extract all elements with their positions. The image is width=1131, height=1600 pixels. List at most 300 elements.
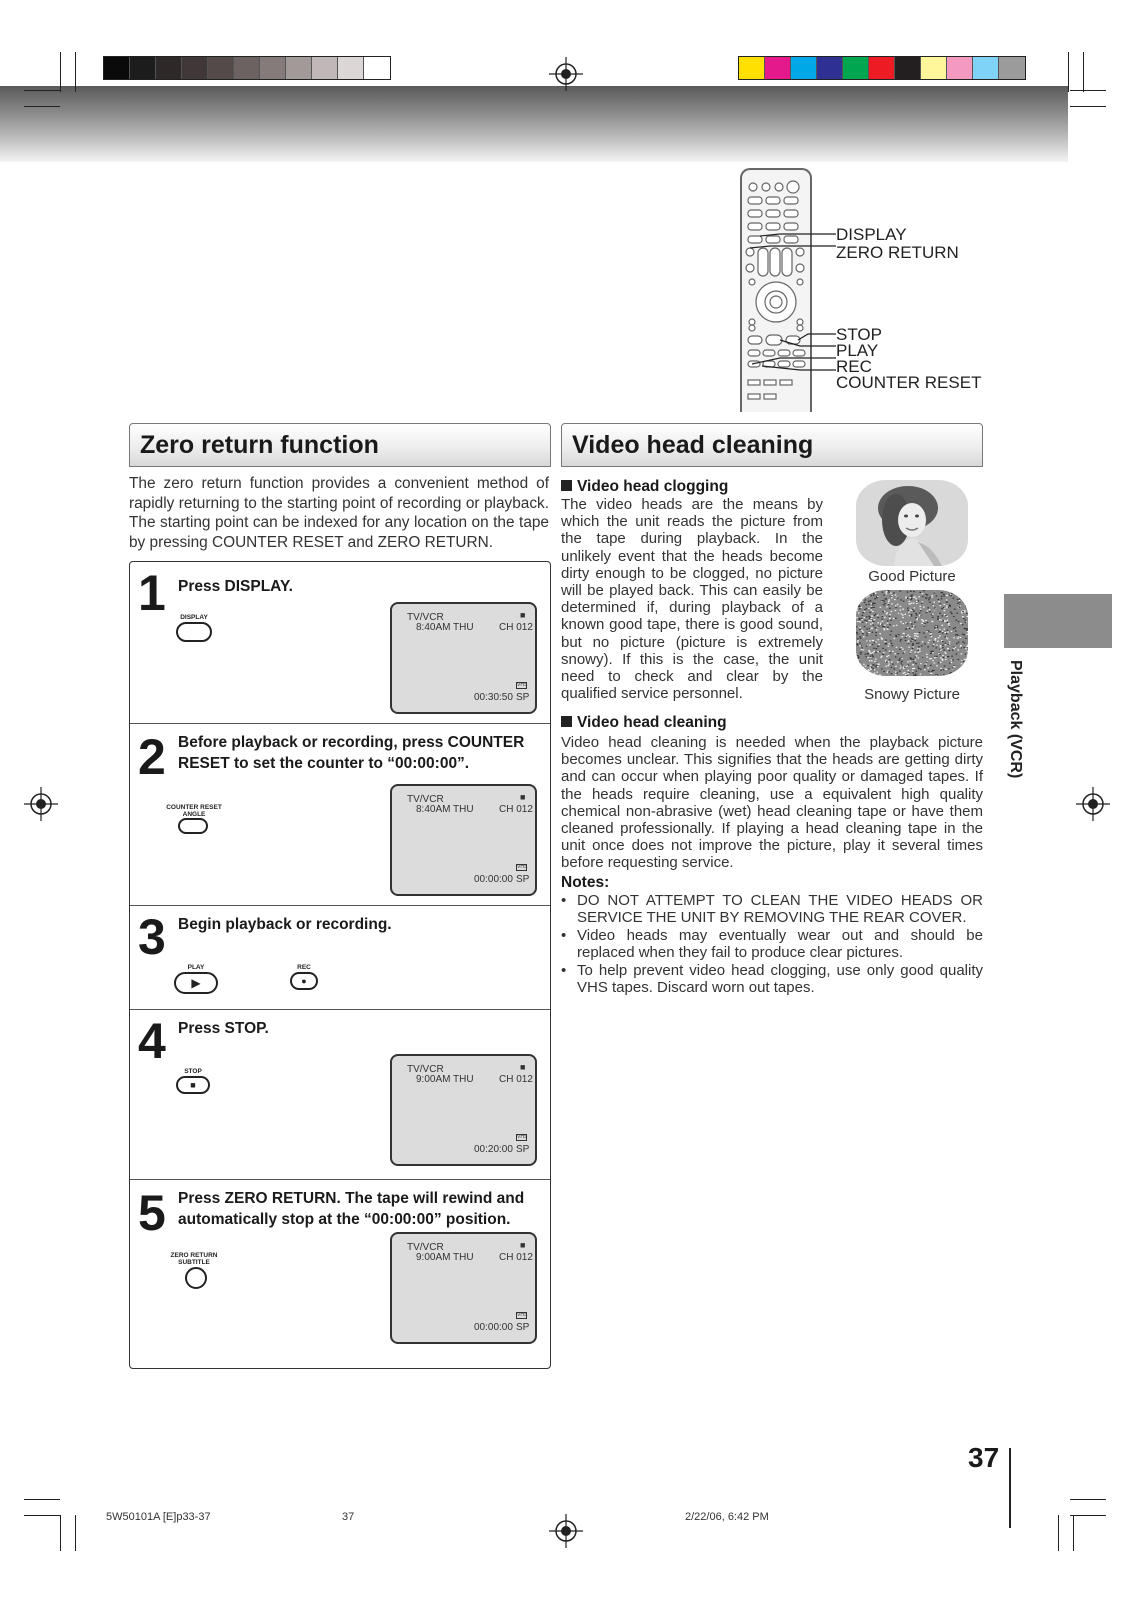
- snow-dot: [958, 669, 960, 670]
- snow-dot: [951, 631, 953, 632]
- snow-dot: [964, 610, 966, 611]
- snow-dot: [913, 659, 915, 660]
- snow-dot: [877, 617, 879, 618]
- snow-dot: [861, 618, 863, 619]
- snow-dot: [908, 647, 910, 648]
- snow-dot: [883, 671, 885, 672]
- snow-dot: [902, 649, 904, 650]
- zero-return-steps: [129, 561, 551, 1369]
- snow-dot: [891, 661, 893, 662]
- snow-dot: [950, 612, 952, 613]
- snow-dot: [895, 610, 897, 611]
- snow-dot: [873, 648, 875, 649]
- osd-stop-icon: ■: [520, 1062, 526, 1072]
- snow-dot: [965, 638, 967, 639]
- display-button[interactable]: [176, 622, 212, 642]
- snow-dot: [939, 605, 941, 606]
- snow-dot: [910, 599, 912, 600]
- snow-dot: [914, 668, 916, 669]
- snow-dot: [864, 617, 866, 618]
- snow-dot: [918, 600, 920, 601]
- snow-dot: [888, 590, 890, 591]
- snow-dot: [857, 642, 859, 643]
- snow-dot: [930, 653, 932, 654]
- snow-dot: [912, 639, 914, 640]
- snow-dot: [885, 660, 887, 661]
- snow-dot: [945, 659, 947, 660]
- snow-dot: [895, 605, 897, 606]
- snow-dot: [927, 610, 929, 611]
- snow-dot: [953, 598, 955, 599]
- snow-dot: [943, 607, 945, 608]
- snow-dot: [946, 599, 948, 600]
- snow-dot: [932, 660, 934, 661]
- snow-dot: [866, 596, 868, 597]
- snow-dot: [891, 595, 893, 596]
- step-instruction: Press DISPLAY.: [178, 578, 293, 595]
- snow-dot: [872, 623, 874, 624]
- snow-dot: [963, 618, 965, 619]
- snow-dot: [947, 648, 949, 649]
- snow-dot: [866, 608, 868, 609]
- snow-dot: [856, 671, 858, 672]
- snow-dot: [865, 599, 867, 600]
- snow-dot: [914, 596, 916, 597]
- snow-dot: [918, 668, 920, 669]
- snow-dot: [966, 634, 968, 635]
- snow-dot: [930, 597, 932, 598]
- snow-dot: [869, 628, 871, 629]
- snow-dot: [960, 637, 962, 638]
- snow-dot: [929, 611, 931, 612]
- step-2: [130, 724, 550, 906]
- snow-dot: [949, 606, 951, 607]
- snow-dot: [889, 651, 891, 652]
- snow-dot: [885, 643, 887, 644]
- snow-dot: [928, 642, 930, 643]
- snow-dot: [863, 664, 865, 665]
- snow-dot: [963, 647, 965, 648]
- snow-dot: [915, 663, 917, 664]
- snow-dot: [965, 654, 967, 655]
- snow-dot: [903, 668, 905, 669]
- cleaning-text: Video head cleaning is needed when the playback picture becomes unclear. This signifies that the heads are getting dirty and can occur when playing poor quality or damaged tapes. If the heads require cleaning, use a equivalent high quality chemical non-abrasive (wet) head cleaning tape or have them cleaned professionally. If playing a head cleaning tape in the unit once does not improve the picture, play it several times before requesting service.: [561, 734, 983, 872]
- snow-dot: [898, 634, 900, 635]
- snow-dot: [916, 671, 918, 672]
- snow-dot: [877, 663, 879, 664]
- crop-mark: [24, 106, 60, 107]
- snow-dot: [871, 603, 873, 604]
- snow-dot: [938, 653, 940, 654]
- snow-dot: [875, 632, 877, 633]
- snow-dot: [936, 595, 938, 596]
- osd-speed: SP: [516, 1322, 530, 1333]
- snow-dot: [946, 633, 948, 634]
- snow-dot: [891, 667, 893, 668]
- snow-dot: [919, 648, 921, 649]
- snow-dot: [856, 626, 858, 627]
- snow-dot: [865, 592, 867, 593]
- step-instruction: Before playback or recording, press COUNTER RESET to set the counter to “00:00:00”.: [178, 734, 525, 772]
- snow-dot: [957, 638, 959, 639]
- snow-dot: [861, 647, 863, 648]
- snow-dot: [917, 636, 919, 637]
- snow-dot: [967, 654, 968, 655]
- snow-dot: [908, 643, 910, 644]
- snow-dot: [902, 615, 904, 616]
- osd-stop-icon: ■: [520, 610, 526, 620]
- snow-dot: [908, 603, 910, 604]
- snow-dot: [901, 661, 903, 662]
- snow-dot: [888, 604, 890, 605]
- snow-dot: [874, 598, 876, 599]
- snow-dot: [951, 613, 953, 614]
- crop-mark: [1083, 52, 1084, 92]
- color-swatch: [765, 57, 791, 79]
- snow-dot: [924, 666, 926, 667]
- snow-dot: [866, 645, 868, 646]
- snow-dot: [873, 625, 875, 626]
- snow-dot: [935, 638, 937, 639]
- snow-dot: [921, 623, 923, 624]
- snow-dot: [881, 656, 883, 657]
- snow-dot: [883, 628, 885, 629]
- color-swatch: [947, 57, 973, 79]
- snow-dot: [917, 667, 919, 668]
- osd-screen: [390, 602, 537, 714]
- snow-dot: [951, 662, 953, 663]
- snow-dot: [945, 656, 947, 657]
- snow-dot: [890, 652, 892, 653]
- snow-dot: [883, 594, 885, 595]
- crop-mark: [60, 52, 61, 92]
- snow-dot: [868, 591, 870, 592]
- snow-dot: [910, 657, 912, 658]
- snow-dot: [929, 602, 931, 603]
- snow-dot: [892, 651, 894, 652]
- snow-dot: [894, 599, 896, 600]
- snow-dot: [960, 594, 962, 595]
- snow-dot: [905, 629, 907, 630]
- osd-screen: [390, 1232, 537, 1344]
- color-swatch: [843, 57, 869, 79]
- snow-dot: [890, 620, 892, 621]
- stop-button-caption: STOP: [184, 1068, 202, 1075]
- snow-dot: [865, 670, 867, 671]
- snow-dot: [926, 654, 928, 655]
- snow-dot: [920, 674, 922, 675]
- snow-dot: [934, 640, 936, 641]
- snow-dot: [922, 641, 924, 642]
- cleaning-subheading-text: Video head cleaning: [577, 714, 727, 731]
- crop-mark: [24, 1499, 60, 1500]
- snow-dot: [868, 616, 870, 617]
- snow-dot: [928, 631, 930, 632]
- snow-dot: [889, 608, 891, 609]
- snow-dot: [904, 651, 906, 652]
- snow-dot: [857, 638, 859, 639]
- snow-dot: [870, 667, 872, 668]
- osd-time: 9:00AM THU: [416, 1074, 474, 1085]
- snow-dot: [943, 595, 945, 596]
- clogging-text: The video heads are the means by which the unit reads the picture from the tape during playback. In the unlikely event that the heads become dirty enough to be clogged, no picture will be played back. This can easily be determined if, during playback of a known good tape, there is good sound, but no picture (picture is extremely snowy). If this is the case, the unit need to check and clear by the qualified service personnel.: [561, 496, 823, 703]
- snow-dot: [878, 626, 880, 627]
- osd-screen: [390, 1054, 537, 1166]
- snow-dot: [906, 636, 908, 637]
- snow-dot: [872, 611, 874, 612]
- snow-dot: [943, 594, 945, 595]
- snow-dot: [870, 620, 872, 621]
- snow-dot: [908, 640, 910, 641]
- snow-dot: [958, 621, 960, 622]
- snow-dot: [952, 667, 954, 668]
- osd-channel: CH 012: [499, 804, 533, 815]
- snow-dot: [960, 645, 962, 646]
- osd-channel: CH 012: [499, 622, 533, 633]
- snow-dot: [863, 669, 865, 670]
- osd-channel: CH 012: [499, 1074, 533, 1085]
- snow-dot: [929, 609, 931, 610]
- snow-dot: [861, 619, 863, 620]
- snow-dot: [872, 640, 874, 641]
- crop-mark: [1073, 1515, 1074, 1551]
- zero-return-button[interactable]: [185, 1267, 207, 1289]
- snow-dot: [923, 633, 925, 634]
- crop-mark: [75, 1515, 76, 1551]
- snow-dot: [882, 592, 884, 593]
- snow-dot: [878, 644, 880, 645]
- snow-dot: [856, 643, 858, 644]
- snow-dot: [895, 666, 897, 667]
- snow-dot: [900, 606, 902, 607]
- snow-dot: [963, 667, 965, 668]
- snow-dot: [869, 640, 871, 641]
- snow-dot: [959, 600, 961, 601]
- snow-dot: [918, 657, 920, 658]
- snow-dot: [912, 643, 914, 644]
- snow-dot: [919, 613, 921, 614]
- snow-dot: [861, 649, 863, 650]
- snow-dot: [886, 628, 888, 629]
- snow-dot: [871, 607, 873, 608]
- snow-dot: [884, 641, 886, 642]
- snow-dot: [900, 640, 902, 641]
- snow-dot: [942, 645, 944, 646]
- snow-dot: [862, 612, 864, 613]
- snow-dot: [964, 611, 966, 612]
- snow-dot: [920, 669, 922, 670]
- snow-dot: [857, 658, 859, 659]
- snow-dot: [913, 591, 915, 592]
- snow-dot: [939, 635, 941, 636]
- snow-dot: [858, 675, 860, 676]
- snow-dot: [920, 609, 922, 610]
- snow-dot: [868, 650, 870, 651]
- snow-dot: [872, 632, 874, 633]
- snow-dot: [951, 656, 953, 657]
- step-number: 4: [138, 1013, 166, 1069]
- snow-dot: [952, 659, 954, 660]
- snow-dot: [953, 637, 955, 638]
- snow-dot: [861, 601, 863, 602]
- snow-dot: [966, 646, 968, 647]
- color-swatch: [312, 57, 338, 79]
- osd-counter: 00:00:00: [474, 874, 513, 885]
- snow-dot: [867, 665, 869, 666]
- snow-dot: [876, 629, 878, 630]
- snow-dot: [888, 671, 890, 672]
- snow-dot: [897, 661, 899, 662]
- snow-dot: [889, 618, 891, 619]
- snow-dot: [952, 650, 954, 651]
- snow-dot: [857, 640, 859, 641]
- snow-dot: [887, 620, 889, 621]
- snow-dot: [949, 673, 951, 674]
- color-swatch: [286, 57, 312, 79]
- snow-dot: [902, 617, 904, 618]
- snow-dot: [967, 591, 968, 592]
- snow-dot: [904, 667, 906, 668]
- snow-dot: [917, 619, 919, 620]
- counter-reset-button[interactable]: [178, 818, 208, 834]
- vhs-icon: VHS: [517, 682, 528, 688]
- snow-dot: [924, 625, 926, 626]
- snow-dot: [922, 656, 924, 657]
- snow-dot: [919, 632, 921, 633]
- snow-dot: [892, 645, 894, 646]
- snow-dot: [944, 632, 946, 633]
- snow-dot: [900, 668, 902, 669]
- color-swatch: [791, 57, 817, 79]
- snow-dot: [938, 662, 940, 663]
- vhs-icon: VHS: [517, 864, 528, 870]
- snow-dot: [876, 672, 878, 673]
- snow-dot: [893, 618, 895, 619]
- snow-dot: [884, 625, 886, 626]
- snow-dot: [861, 668, 863, 669]
- snow-dot: [924, 623, 926, 624]
- snow-dot: [917, 633, 919, 634]
- snow-dot: [857, 621, 859, 622]
- snow-dot: [946, 595, 948, 596]
- snow-dot: [917, 650, 919, 651]
- snow-dot: [923, 590, 925, 591]
- snow-dot: [877, 615, 879, 616]
- snow-dot: [888, 592, 890, 593]
- snow-dot: [959, 598, 961, 599]
- snow-dot: [889, 616, 891, 617]
- snow-dot: [947, 632, 949, 633]
- color-swatch: [260, 57, 286, 79]
- snow-dot: [866, 604, 868, 605]
- snow-dot: [940, 631, 942, 632]
- osd-time: 8:40AM THU: [416, 804, 474, 815]
- snow-dot: [913, 603, 915, 604]
- snow-dot: [873, 607, 875, 608]
- snow-dot: [869, 620, 871, 621]
- snow-dot: [911, 650, 913, 651]
- snow-dot: [933, 670, 935, 671]
- snow-dot: [873, 651, 875, 652]
- snow-dot: [867, 653, 869, 654]
- step-number: 1: [138, 565, 166, 621]
- snow-dot: [873, 668, 875, 669]
- color-calibration-bar: [738, 56, 1026, 80]
- stop-button[interactable]: ■: [176, 1076, 210, 1094]
- snow-dot: [908, 665, 910, 666]
- snow-dot: [902, 609, 904, 610]
- snow-dot: [912, 672, 914, 673]
- snow-dot: [875, 659, 877, 660]
- registration-mark-icon: [549, 57, 583, 91]
- snow-dot: [913, 664, 915, 665]
- snow-dot: [861, 670, 863, 671]
- crop-mark: [60, 1515, 61, 1551]
- snow-dot: [939, 613, 941, 614]
- snow-dot: [929, 598, 931, 599]
- snow-dot: [859, 627, 861, 628]
- snow-dot: [884, 611, 886, 612]
- snow-dot: [910, 641, 912, 642]
- side-tab: [1004, 594, 1112, 648]
- snow-dot: [938, 601, 940, 602]
- snow-dot: [885, 649, 887, 650]
- rec-button[interactable]: ●: [290, 972, 318, 990]
- snowy-picture-image: [856, 590, 968, 676]
- snow-dot: [884, 629, 886, 630]
- snow-dot: [908, 634, 910, 635]
- snow-dot: [888, 655, 890, 656]
- snow-dot: [967, 651, 968, 652]
- snow-dot: [909, 615, 911, 616]
- snow-dot: [859, 673, 861, 674]
- play-button[interactable]: ▶: [174, 972, 218, 994]
- head-cleaning-heading: Video head cleaning: [561, 423, 983, 467]
- snow-dot: [859, 603, 861, 604]
- snow-dot: [874, 619, 876, 620]
- snow-dot: [884, 603, 886, 604]
- osd-mode: TV/VCR: [407, 612, 444, 623]
- snow-dot: [882, 611, 884, 612]
- snow-dot: [967, 663, 968, 664]
- snow-dot: [907, 623, 909, 624]
- snow-dot: [943, 674, 945, 675]
- snow-dot: [873, 603, 875, 604]
- snow-dot: [912, 648, 914, 649]
- snow-dot: [871, 618, 873, 619]
- snow-dot: [932, 595, 934, 596]
- snow-dot: [901, 647, 903, 648]
- snow-dot: [942, 655, 944, 656]
- remote-label-display: DISPLAY: [836, 225, 907, 244]
- snow-dot: [882, 600, 884, 601]
- snow-dot: [915, 638, 917, 639]
- snow-dot: [861, 630, 863, 631]
- snow-dot: [947, 619, 949, 620]
- snow-dot: [956, 613, 958, 614]
- snow-dot: [915, 613, 917, 614]
- snow-dot: [888, 646, 890, 647]
- snow-dot: [862, 615, 864, 616]
- snow-dot: [870, 595, 872, 596]
- osd-time: 9:00AM THU: [416, 1252, 474, 1263]
- display-button-caption: DISPLAY: [180, 614, 208, 621]
- crop-mark: [1070, 1499, 1106, 1500]
- snow-dot: [876, 590, 878, 591]
- snow-dot: [956, 653, 958, 654]
- snow-dot: [882, 621, 884, 622]
- snow-dot: [909, 672, 911, 673]
